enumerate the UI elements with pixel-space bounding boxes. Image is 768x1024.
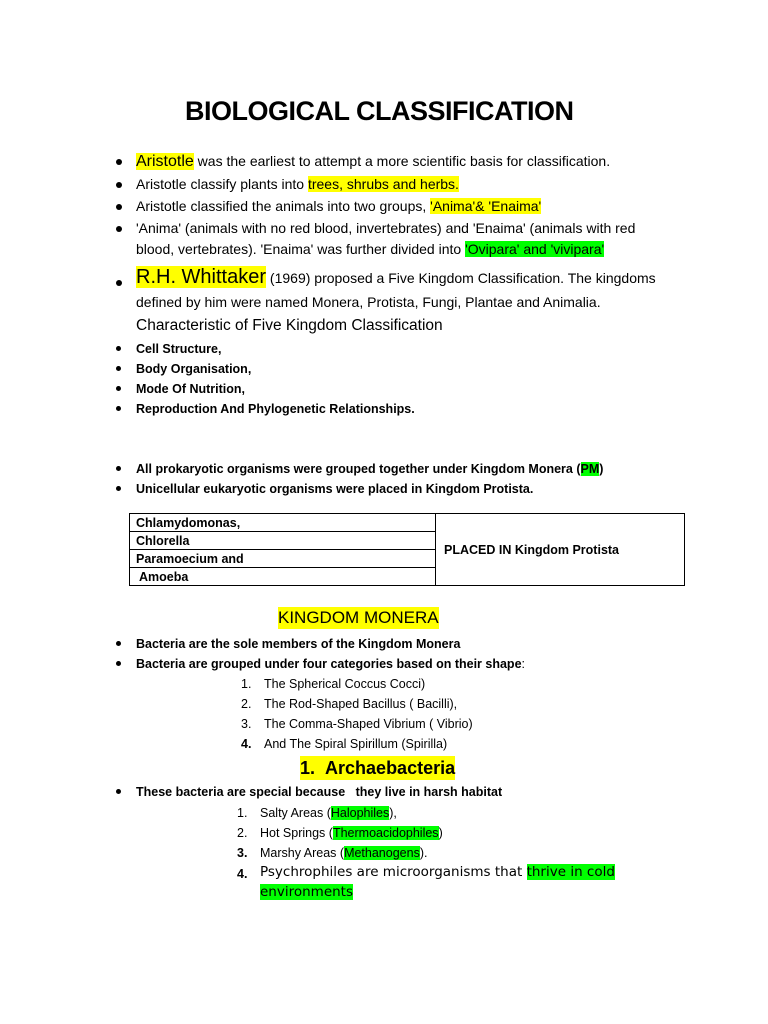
bullet-icon [116, 182, 122, 188]
table-cell: Paramoecium and [130, 550, 436, 568]
list-number: 4. [241, 737, 252, 751]
highlight-text: Halophiles [330, 806, 390, 820]
whittaker-line: R.H. Whittaker (1969) proposed a Five Kingdom Classification. The kingdoms [136, 266, 656, 288]
list-item: And The Spiral Spirillum (Spirilla) [264, 737, 448, 751]
highlight-text: 'Ovipara' and 'vivipara' [465, 241, 605, 257]
section-heading: 1. Archaebacteria [300, 758, 456, 778]
table-cell: Chlamydomonas, [130, 514, 436, 532]
table-cell: Amoeba [130, 568, 436, 586]
highlight-text: Aristotle [136, 153, 194, 170]
list-item: Unicellular eukaryotic organisms were placed in Kingdom Protista. [136, 482, 534, 496]
highlight-text: Methanogens [344, 846, 420, 860]
highlight-text: R.H. Whittaker [136, 266, 267, 288]
list-number: 2. [237, 826, 248, 840]
list-item: The Rod-Shaped Bacillus ( Bacilli), [264, 697, 458, 711]
bullet-icon [116, 789, 121, 794]
bullet-icon [116, 641, 121, 646]
list-item: The Comma-Shaped Vibrium ( Vibrio) [264, 717, 473, 731]
protista-table [129, 513, 685, 586]
intro-item: Aristotle classify plants into trees, shrubs and herbs. [136, 176, 459, 192]
list-number: 3. [241, 717, 252, 731]
list-number: 1. [241, 677, 252, 691]
list-item: Bacteria are the sole members of the Kingdom Monera [136, 637, 461, 651]
bullet-icon [116, 386, 121, 391]
intro-item: Aristotle was the earliest to attempt a more scientific basis for classification. [136, 153, 611, 170]
bullet-icon [116, 466, 121, 471]
list-item-continuation [260, 882, 353, 902]
highlight-text: thrive in cold [526, 864, 615, 880]
page-title: BIOLOGICAL CLASSIFICATION [185, 96, 574, 126]
highlight-text: environments [260, 884, 354, 900]
list-number: 2. [241, 697, 252, 711]
intro-item: 'Anima' (animals with no red blood, invertebrates) and 'Enaima' (animals with red [136, 220, 636, 236]
bullet-icon [116, 486, 121, 491]
list-item: Bacteria are grouped under four categories based on their shape: [136, 657, 526, 671]
list-item: All prokaryotic organisms were grouped together under Kingdom Monera (PM) [136, 462, 604, 476]
list-item: The Spherical Coccus Cocci) [264, 677, 426, 691]
bullet-icon [116, 366, 121, 371]
bullet-icon [116, 406, 121, 411]
table-row [130, 514, 685, 532]
list-item: Cell Structure, [136, 342, 222, 356]
intro-item-continuation: blood, vertebrates). 'Enaima' was further divided into 'Ovipara' and 'vivipara' [136, 241, 605, 257]
list-item: Salty Areas (Halophiles), [260, 806, 397, 820]
section-subheading: Characteristic of Five Kingdom Classification [136, 317, 443, 334]
bullet-icon [116, 204, 122, 210]
list-item: Reproduction And Phylogenetic Relationships. [136, 402, 415, 416]
intro-item: Aristotle classified the animals into two groups, 'Anima'& 'Enaima' [136, 198, 542, 214]
highlight-text: trees, shrubs and herbs. [307, 176, 459, 192]
bullet-icon [116, 159, 122, 165]
list-item: Hot Springs (Thermoacidophiles) [260, 826, 443, 840]
bullet-icon [116, 661, 121, 666]
list-item: These bacteria are special because they live in harsh habitat [136, 785, 503, 799]
bullet-icon [116, 346, 121, 351]
table-cell: Chlorella [130, 532, 436, 550]
list-number: 3. [237, 846, 248, 860]
section-heading: KINGDOM MONERA [278, 608, 439, 627]
highlight-text: 'Anima'& 'Enaima' [430, 198, 542, 214]
highlight-text: Thermoacidophiles [332, 826, 439, 840]
list-number: 1. [237, 806, 248, 820]
list-item: Mode Of Nutrition, [136, 382, 246, 396]
list-number: 4. [237, 867, 248, 881]
table-cell-right: PLACED IN Kingdom Protista [436, 514, 685, 586]
bullet-icon [116, 280, 122, 286]
list-item: Body Organisation, [136, 362, 252, 376]
highlight-text: PM [580, 462, 600, 476]
bullet-icon [116, 226, 122, 232]
whittaker-line-2: defined by him were named Monera, Protista, Fungi, Plantae and Animalia. [136, 294, 601, 310]
list-item: Marshy Areas (Methanogens). [260, 846, 428, 860]
list-item: Psychrophiles are microorganisms that thrive in cold [260, 864, 615, 880]
